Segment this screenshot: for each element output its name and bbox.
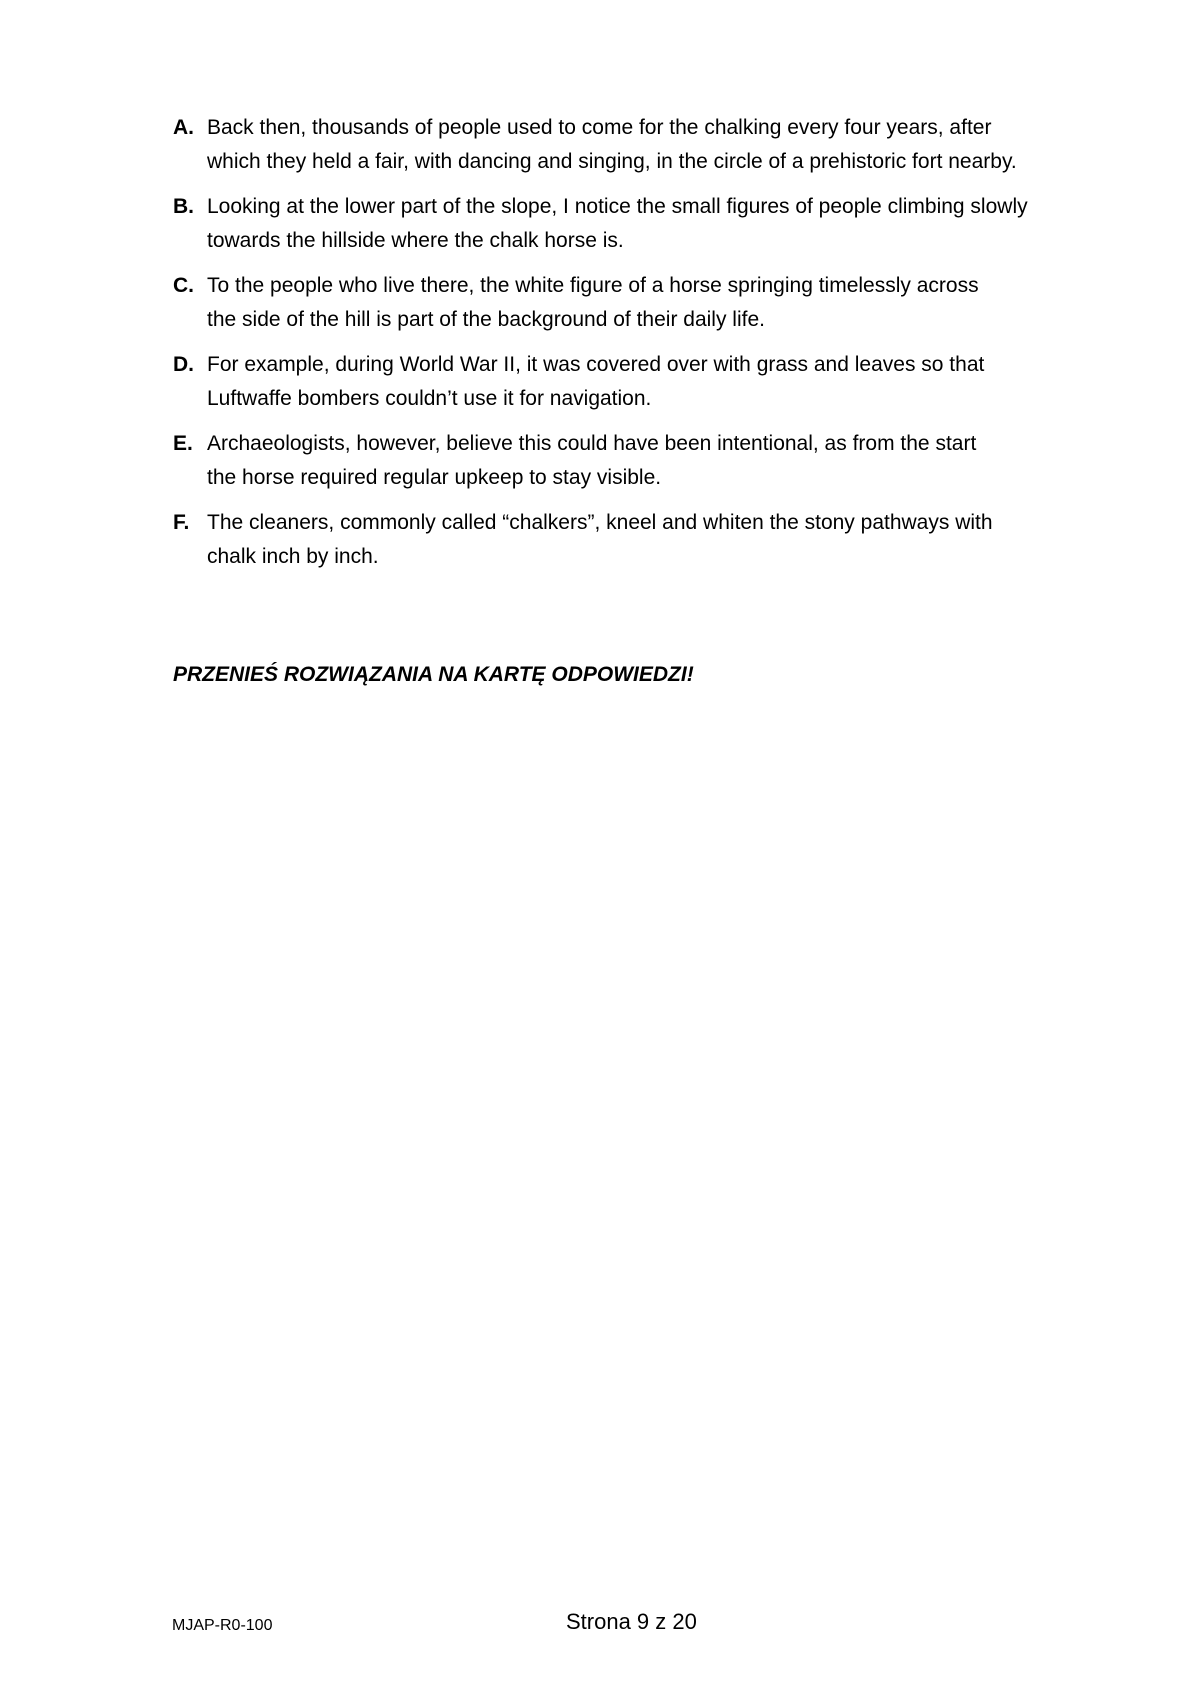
option-text — [207, 190, 1103, 258]
option-f — [173, 506, 1103, 574]
option-line: chalk inch by inch. — [207, 545, 379, 568]
option-text — [207, 111, 1103, 179]
option-line: which they held a fair, with dancing and singing, in the circle of a prehistoric fort nearby. — [207, 150, 1017, 173]
option-a — [173, 111, 1103, 179]
option-letter: A. — [173, 116, 194, 139]
option-letter: D. — [173, 353, 194, 376]
option-letter: E. — [173, 432, 193, 455]
option-line: Looking at the lower part of the slope, I notice the small figures of people climbing slowly — [207, 195, 1028, 218]
option-line: The cleaners, commonly called “chalkers”, kneel and whiten the stony pathways with — [207, 511, 993, 534]
option-text — [207, 269, 1103, 337]
option-line: Archaeologists, however, believe this could have been intentional, as from the start — [207, 432, 977, 455]
exam-code: MJAP-R0-100 — [172, 1617, 273, 1634]
option-letter: C. — [173, 274, 194, 297]
option-line: Luftwaffe bombers couldn’t use it for navigation. — [207, 387, 652, 410]
transfer-answers-note: PRZENIEŚ ROZWIĄZANIA NA KARTĘ ODPOWIEDZI! — [173, 663, 694, 686]
option-c — [173, 269, 1103, 337]
option-d — [173, 348, 1103, 416]
option-b — [173, 190, 1103, 258]
option-letter: B. — [173, 195, 194, 218]
option-line: the horse required regular upkeep to stay visible. — [207, 466, 662, 489]
answer-options-list — [173, 111, 1103, 585]
page-number: Strona 9 z 20 — [566, 1609, 697, 1634]
option-text — [207, 348, 1103, 416]
option-letter: F. — [173, 511, 190, 534]
option-line: Back then, thousands of people used to come for the chalking every four years, after — [207, 116, 992, 139]
option-e — [173, 427, 1103, 495]
option-text — [207, 506, 1103, 574]
option-text — [207, 427, 1103, 495]
option-line: towards the hillside where the chalk horse is. — [207, 229, 624, 252]
option-line: To the people who live there, the white figure of a horse springing timelessly across — [207, 274, 979, 297]
option-line: For example, during World War II, it was covered over with grass and leaves so that — [207, 353, 985, 376]
option-line: the side of the hill is part of the background of their daily life. — [207, 308, 765, 331]
